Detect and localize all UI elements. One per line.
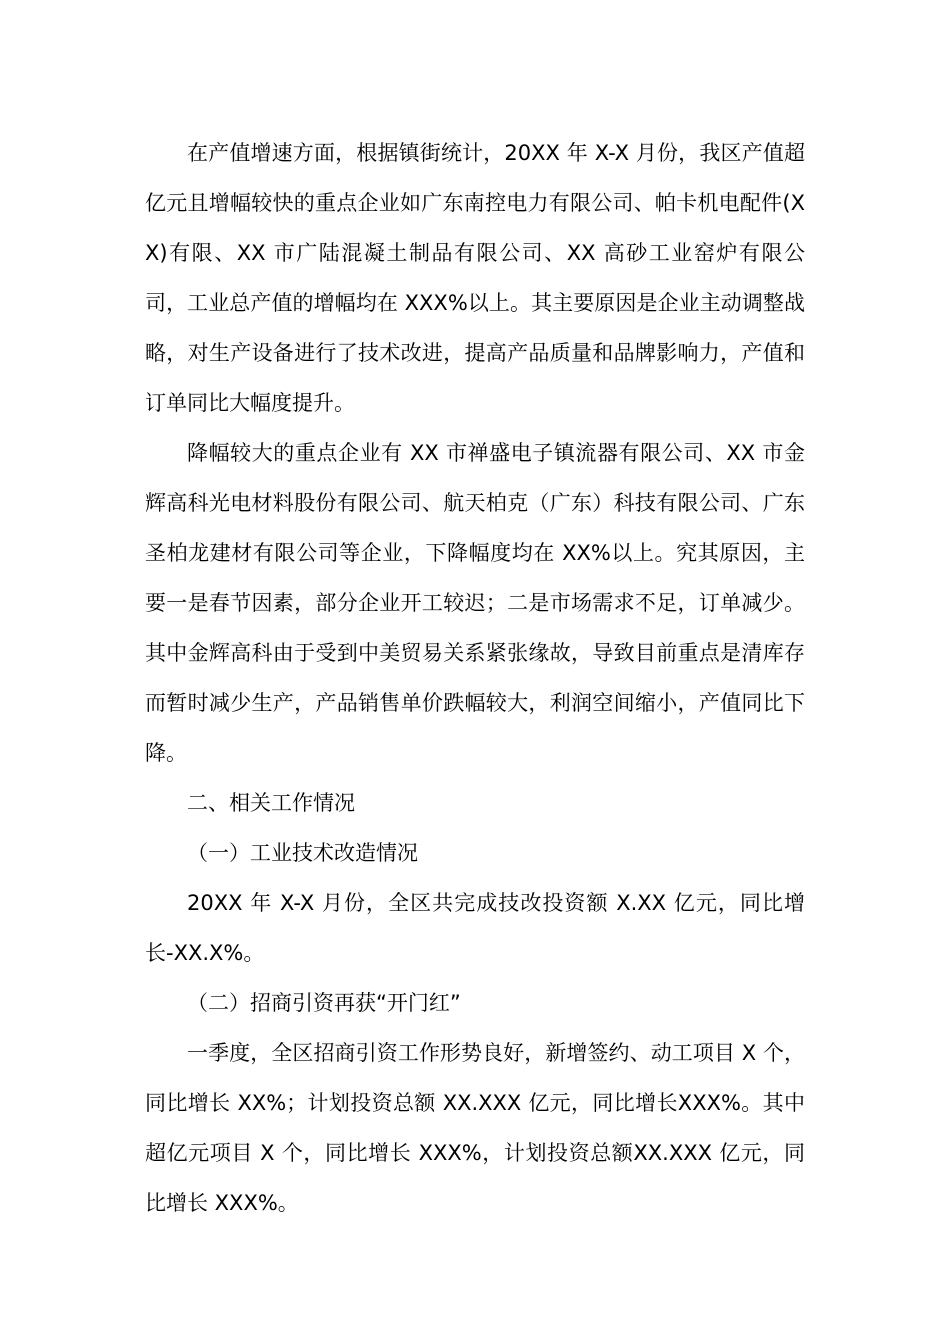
paragraph-tech-investment: 20XX 年 X-X 月份，全区共完成技改投资额 X.XX 亿元，同比增长-XX.X%。	[145, 891, 805, 965]
document-body	[145, 128, 805, 1228]
paragraph-output-growth: 在产值增速方面，根据镇街统计，20XX 年 X-X 月份，我区产值超亿元且增幅较快的重点企业如广东南控电力有限公司、帕卡机电配件(XX)有限、XX 市广陆混凝土制品有限公司、XX 高砂工业窑炉有限公司，工业总产值的增幅均在 XXX%以上。其主要原因是企业主动调整战略，对生产设备进行了技术改进，提高产品质量和品牌影响力，产值和订单同比大幅度提升。	[145, 141, 805, 415]
paragraph-investment-details: 一季度，全区招商引资工作形势良好，新增签约、动工项目 X 个，同比增长 XX%；计划投资总额 XX.XXX 亿元，同比增长XXX%。其中超亿元项目 X 个，同比增长 XXX%，计划投资总额XX.XXX 亿元，同比增长 XXX%。	[145, 1041, 805, 1215]
paragraph-output-decline: 降幅较大的重点企业有 XX 市禅盛电子镇流器有限公司、XX 市金辉高科光电材料股份有限公司、航天柏克（广东）科技有限公司、广东圣柏龙建材有限公司等企业，下降幅度均在 XX%以上。究其原因，主要一是春节因素，部分企业开工较迟；二是市场需求不足，订单减少。 其中金辉高科由于受到中美贸易关系紧张缘故，导致目前重点是清库存而暂时减少生产，产品销售单价跌幅较大，利润空间缩小，产值同比下降。	[145, 441, 805, 765]
subheading-investment-attraction: （二）招商引资再获“开门红”	[187, 991, 461, 1015]
subheading-tech-upgrade: （一）工业技术改造情况	[187, 841, 418, 865]
section-heading-related-work: 二、相关工作情况	[187, 791, 355, 815]
